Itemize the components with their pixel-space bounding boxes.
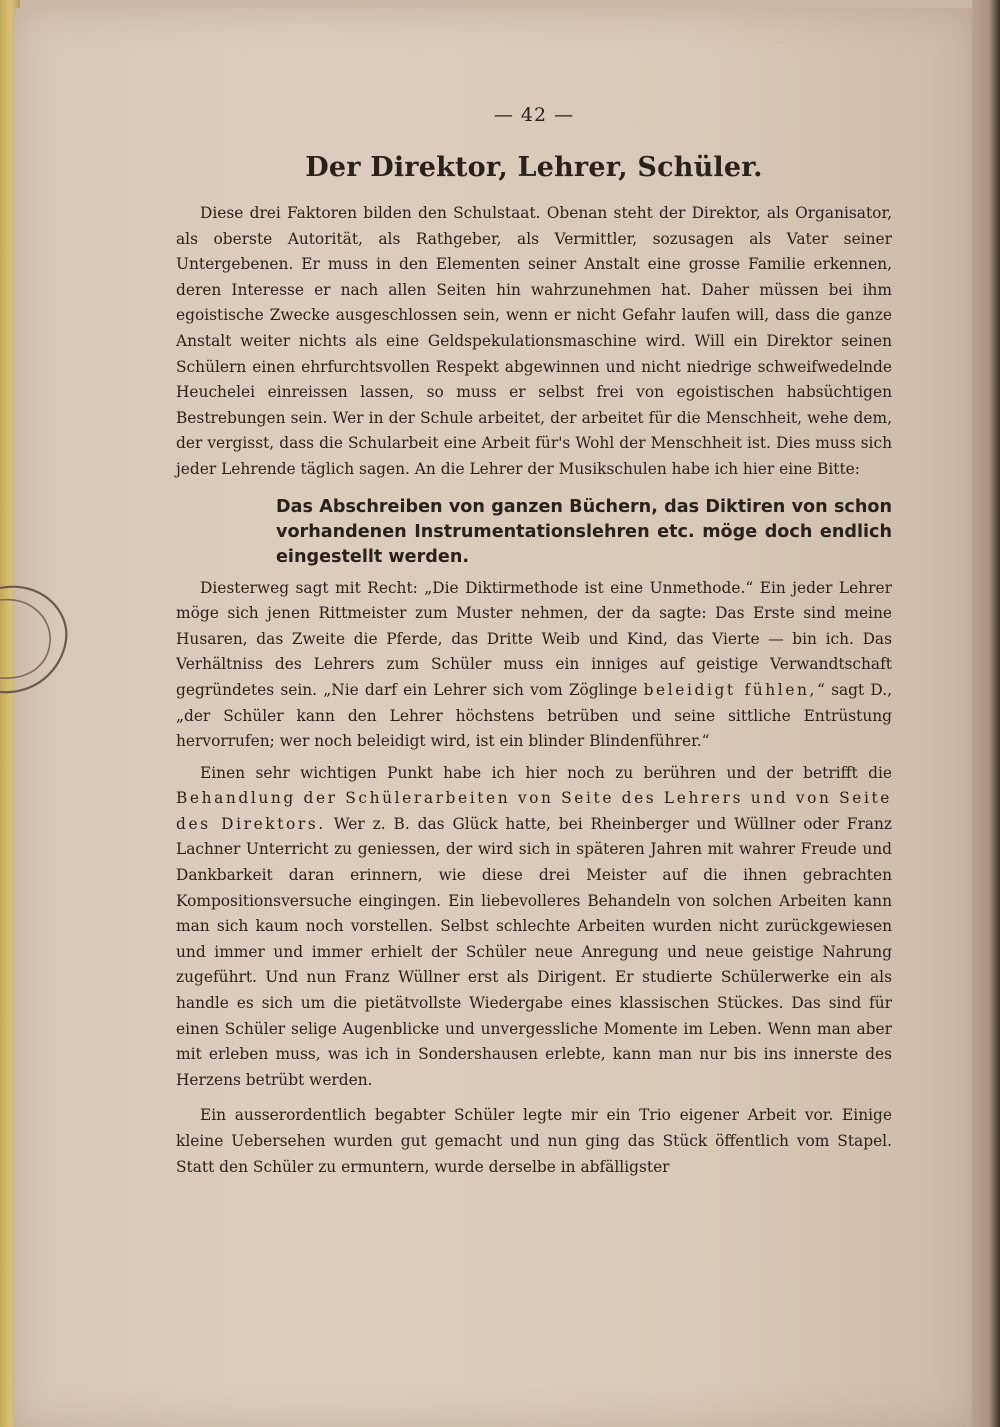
- paragraph-text: Diesterweg sagt mit Recht: „Die Diktirmethode ist eine Unmethode.“ Ein jeder Lehrer möge sich jenen Rittmeister zum Muster nehmen, der da sagte: Das Erste sind meine Husaren, das Zweite die Pferde, das Dritte Weib und Kind, das Vierte — bin ich. Das Verhältniss des Lehrers zum Schüler muss ein inniges auf geistige Verwandtschaft gegründetes sein. „Nie darf ein Lehrer sich vom Zöglinge: [176, 578, 892, 699]
- paragraph-behandlung: [176, 761, 892, 1094]
- chapter-title: Der Direktor, Lehrer, Schüler.: [305, 152, 763, 183]
- page-edge: [972, 0, 1000, 1427]
- paragraph-diesterweg: [176, 576, 892, 755]
- spaced-phrase: Behandlung der Schülerarbeiten von Seite des Lehrers und von Seite des Direktors.: [176, 789, 892, 833]
- spaced-phrase: beleidigt fühlen,: [643, 680, 818, 699]
- paragraph-text: Einen sehr wichtigen Punkt habe ich hier noch zu berühren und der betrifft die: [200, 763, 892, 782]
- page-number: — 42 —: [493, 104, 575, 126]
- paragraph-text: Wer z. B. das Glück hatte, bei Rheinberger und Wüllner oder Franz Lachner Unterricht zu geniessen, der wird sich in späteren Jahren mit wahrer Freude und Dankbarkeit daran erinnern, wie diese drei Meister auf die ihnen gebrachten Kompositionsversuche eingingen. Ein liebevolleres Behandeln von solchen Arbeiten kann man sich kaum noch vorstellen. Selbst schlechte Arbeiten wurden nicht zurückgewiesen und immer und immer erhielt der Schüler neue Anregung und neue geistige Nahrung zugeführt. Und nun Franz Wüllner erst als Dirigent. Er studierte Schülerwerke ein als handle es sich um die pietätvollste Wiedergabe eines klassischen Stückes. Das sind für einen Schüler selige Augenblicke und unvergessliche Momente im Leben. Wenn man aber mit erleben muss, was ich in Sondershausen erlebte, kann man nur bis ins innerste des Herzens betrübt werden.: [176, 814, 892, 1089]
- paper-clip-icon: [0, 570, 70, 710]
- highlighted-request: Das Abschreiben von ganzen Büchern, das Diktiren von schon vorhandenen Instrumentationslehren etc. möge doch endlich eingestellt werden.: [276, 496, 892, 567]
- page-content: [176, 96, 892, 1180]
- paragraph-trio: Ein ausserordentlich begabter Schüler legte mir ein Trio eigener Arbeit vor. Einige kleine Uebersehen wurden gut gemacht und nun ging das Stück öffentlich vom Stapel. Statt den Schüler zu ermuntern, wurde derselbe in abfälligster: [176, 1106, 892, 1176]
- paragraph-text: “ sagt D., „der Schüler kann den Lehrer höchstens betrüben und seine sittliche Entrüstung hervorrufen; wer noch beleidigt wird, ist ein blinder Blindenführer.“: [176, 680, 892, 751]
- paragraph-intro: Diese drei Faktoren bilden den Schulstaat. Obenan steht der Direktor, als Organisator, als oberste Autorität, als Rathgeber, als Vermittler, sozusagen als Vater seiner Untergebenen. Er muss in den Elementen seiner Anstalt eine grosse Familie erkennen, deren Interesse er nach allen Seiten hin wahrzunehmen hat. Daher müssen bei ihm egoistische Zwecke ausgeschlossen sein, wenn er nicht Gefahr laufen will, dass die ganze Anstalt weiter nichts als eine Geldspekulationsmaschine wird. Will ein Direktor seinen Schülern einen ehrfurchtsvollen Respekt abgewinnen und nicht niedrige schweifwedelnde Heuchelei einreissen lassen, so muss er selbst frei von egoistischen habsüchtigen Bestrebungen sein. Wer in der Schule arbeitet, der arbeitet für die Menschheit, wehe dem, der vergisst, dass die Schularbeit eine Arbeit für's Wohl der Menschheit ist. Dies muss sich jeder Lehrende täglich sagen. An die Lehrer der Musikschulen habe ich hier eine Bitte:: [176, 204, 892, 478]
